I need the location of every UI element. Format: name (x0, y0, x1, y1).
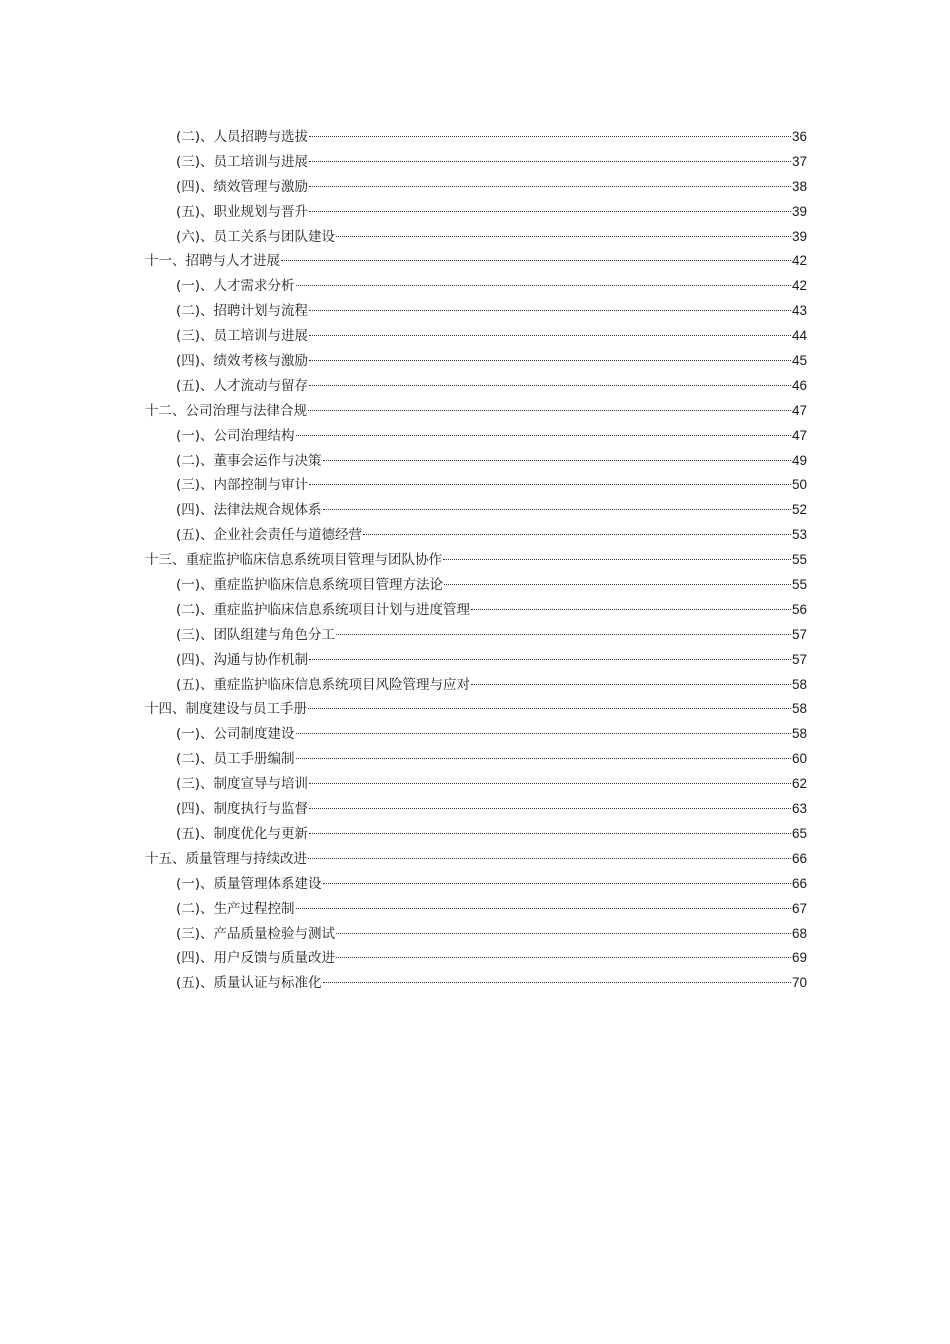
toc-section-entry[interactable] (145, 872, 807, 897)
toc-entry-title: (一)、公司制度建设 (176, 726, 295, 743)
toc-section-entry[interactable] (145, 125, 807, 150)
toc-page-number: 38 (791, 178, 807, 194)
toc-chapter-entry[interactable] (145, 399, 807, 424)
toc-page-number: 37 (791, 153, 807, 169)
toc-section-entry[interactable] (145, 424, 807, 449)
toc-section-entry[interactable] (145, 822, 807, 847)
toc-entry-title: (五)、制度优化与更新 (176, 825, 309, 842)
toc-entry-title: 十一、招聘与人才进展 (145, 253, 280, 270)
toc-page-number: 36 (791, 129, 807, 144)
toc-section-entry[interactable] (145, 349, 807, 374)
toc-dot-leader (309, 659, 791, 660)
toc-entry-title: (二)、员工手册编制 (176, 751, 295, 768)
toc-chapter-entry[interactable] (145, 249, 807, 274)
toc-entry-title: (四)、用户反馈与质量改进 (176, 950, 336, 967)
toc-section-entry[interactable] (145, 772, 807, 797)
toc-page-number: 63 (791, 801, 807, 817)
toc-dot-leader (336, 634, 791, 635)
toc-dot-leader (336, 933, 791, 934)
toc-page-number: 55 (791, 552, 807, 568)
toc-section-entry[interactable] (145, 498, 807, 523)
toc-page-number: 57 (791, 651, 807, 667)
toc-page-number: 47 (791, 402, 807, 418)
toc-dot-leader (471, 684, 791, 685)
toc-section-entry[interactable] (145, 722, 807, 747)
table-of-contents (145, 125, 807, 996)
toc-section-entry[interactable] (145, 473, 807, 498)
toc-dot-leader (308, 410, 791, 411)
toc-entry-title: (四)、绩效管理与激励 (176, 178, 309, 195)
toc-dot-leader (309, 211, 791, 212)
toc-dot-leader (309, 335, 791, 336)
toc-section-entry[interactable] (145, 573, 807, 598)
toc-section-entry[interactable] (145, 274, 807, 299)
toc-dot-leader (443, 559, 791, 560)
toc-entry-title: 十五、质量管理与持续改进 (145, 850, 307, 867)
toc-dot-leader (296, 908, 791, 909)
toc-page-number: 60 (791, 751, 807, 767)
toc-dot-leader (309, 310, 791, 311)
toc-dot-leader (296, 435, 791, 436)
toc-section-entry[interactable] (145, 922, 807, 947)
toc-section-entry[interactable] (145, 747, 807, 772)
toc-entry-title: (五)、人才流动与留存 (176, 377, 309, 394)
toc-dot-leader (309, 484, 791, 485)
toc-dot-leader (444, 584, 791, 585)
toc-page-number: 53 (791, 527, 807, 543)
toc-entry-title: 十二、公司治理与法律合规 (145, 402, 307, 419)
toc-dot-leader (309, 808, 791, 809)
toc-page-number: 50 (791, 477, 807, 493)
toc-page-number: 68 (791, 925, 807, 941)
toc-entry-title: (二)、重症监护临床信息系统项目计划与进度管理 (176, 601, 471, 618)
toc-section-entry[interactable] (145, 175, 807, 200)
toc-page-number: 46 (791, 377, 807, 393)
toc-section-entry[interactable] (145, 299, 807, 324)
toc-page-number: 47 (791, 427, 807, 443)
toc-dot-leader (296, 733, 791, 734)
toc-page-number: 69 (791, 950, 807, 966)
toc-dot-leader (309, 161, 791, 162)
toc-chapter-entry[interactable] (145, 697, 807, 722)
toc-dot-leader (309, 833, 791, 834)
toc-page-number: 42 (791, 278, 807, 294)
toc-page-number: 58 (791, 701, 807, 717)
toc-section-entry[interactable] (145, 523, 807, 548)
toc-page-number: 45 (791, 353, 807, 369)
toc-dot-leader (471, 609, 791, 610)
toc-entry-title: (三)、员工培训与进展 (176, 328, 309, 345)
toc-dot-leader (309, 385, 791, 386)
toc-dot-leader (309, 186, 791, 187)
toc-section-entry[interactable] (145, 673, 807, 698)
toc-entry-title: 十四、制度建设与员工手册 (145, 701, 307, 718)
toc-section-entry[interactable] (145, 946, 807, 971)
toc-entry-title: (二)、生产过程控制 (176, 900, 295, 917)
toc-entry-title: (四)、沟通与协作机制 (176, 651, 309, 668)
toc-page-number: 58 (791, 676, 807, 692)
toc-entry-title: (三)、员工培训与进展 (176, 153, 309, 170)
toc-page-number: 70 (791, 975, 807, 991)
toc-page-number: 43 (791, 303, 807, 319)
toc-dot-leader (309, 783, 791, 784)
toc-dot-leader (308, 708, 791, 709)
toc-page-number: 39 (791, 228, 807, 244)
toc-page-number: 57 (791, 626, 807, 642)
toc-page-number: 67 (791, 900, 807, 916)
toc-entry-title: 十三、重症监护临床信息系统项目管理与团队协作 (145, 552, 442, 569)
toc-section-entry[interactable] (145, 623, 807, 648)
toc-dot-leader (323, 460, 791, 461)
toc-chapter-entry[interactable] (145, 847, 807, 872)
toc-dot-leader (363, 534, 791, 535)
toc-page-number: 55 (791, 577, 807, 593)
toc-page-number: 56 (791, 601, 807, 617)
toc-page-number: 44 (791, 328, 807, 344)
toc-dot-leader (323, 509, 791, 510)
toc-section-entry[interactable] (145, 598, 807, 623)
toc-entry-title: (四)、法律法规合规体系 (176, 502, 322, 519)
toc-section-entry[interactable] (145, 324, 807, 349)
toc-entry-title: (三)、团队组建与角色分工 (176, 626, 336, 643)
toc-entry-title: (三)、内部控制与审计 (176, 477, 309, 494)
toc-section-entry[interactable] (145, 897, 807, 922)
toc-entry-title: (一)、公司治理结构 (176, 427, 295, 444)
toc-entry-title: (五)、重症监护临床信息系统项目风险管理与应对 (176, 676, 471, 693)
toc-entry-title: (五)、质量认证与标准化 (176, 975, 322, 992)
toc-dot-leader (309, 360, 791, 361)
toc-entry-title: (四)、制度执行与监督 (176, 801, 309, 818)
toc-entry-title: (一)、人才需求分析 (176, 278, 295, 295)
toc-page-number: 65 (791, 825, 807, 841)
toc-entry-title: (五)、企业社会责任与道德经营 (176, 527, 363, 544)
toc-entry-title: (五)、职业规划与晋升 (176, 203, 309, 220)
toc-dot-leader (309, 136, 791, 137)
toc-entry-title: (二)、人员招聘与选拔 (176, 129, 309, 145)
toc-page-number: 66 (791, 875, 807, 891)
toc-dot-leader (308, 858, 791, 859)
toc-section-entry[interactable] (145, 150, 807, 175)
toc-entry-title: (三)、制度宣导与培训 (176, 776, 309, 793)
toc-dot-leader (323, 883, 791, 884)
toc-dot-leader (296, 758, 791, 759)
toc-entry-title: (二)、董事会运作与决策 (176, 452, 322, 469)
toc-entry-title: (三)、产品质量检验与测试 (176, 925, 336, 942)
toc-dot-leader (323, 982, 791, 983)
toc-dot-leader (296, 285, 791, 286)
toc-dot-leader (336, 957, 791, 958)
toc-section-entry[interactable] (145, 648, 807, 673)
toc-section-entry[interactable] (145, 225, 807, 250)
toc-page-number: 42 (791, 253, 807, 269)
toc-page-number: 62 (791, 776, 807, 792)
toc-section-entry[interactable] (145, 797, 807, 822)
toc-entry-title: (四)、绩效考核与激励 (176, 353, 309, 370)
toc-page-number: 39 (791, 203, 807, 219)
toc-chapter-entry[interactable] (145, 548, 807, 573)
toc-section-entry[interactable] (145, 449, 807, 474)
toc-section-entry[interactable] (145, 374, 807, 399)
toc-dot-leader (336, 236, 791, 237)
toc-section-entry[interactable] (145, 200, 807, 225)
toc-page-number: 49 (791, 452, 807, 468)
toc-dot-leader (281, 260, 791, 261)
toc-entry-title: (一)、质量管理体系建设 (176, 875, 322, 892)
toc-entry-title: (六)、员工关系与团队建设 (176, 228, 336, 245)
toc-page-number: 52 (791, 502, 807, 518)
toc-section-entry[interactable] (145, 971, 807, 996)
toc-page-number: 66 (791, 850, 807, 866)
toc-entry-title: (二)、招聘计划与流程 (176, 303, 309, 320)
toc-page-number: 58 (791, 726, 807, 742)
toc-entry-title: (一)、重症监护临床信息系统项目管理方法论 (176, 577, 444, 594)
